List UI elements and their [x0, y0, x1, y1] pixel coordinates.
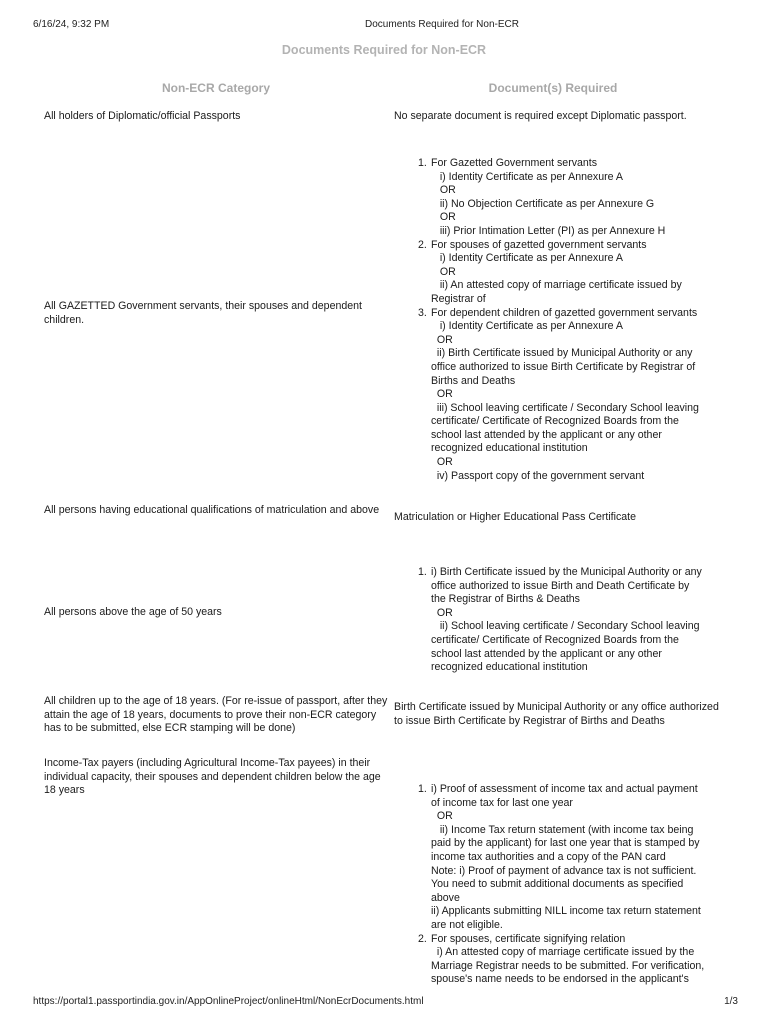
document-list-item: [394, 783, 724, 933]
list-line: income tax authorities and a copy of the PAN card: [431, 850, 666, 863]
list-line: certificate/ Certificate of Recognized Boards from the: [431, 633, 679, 646]
document-list-item: [394, 307, 724, 484]
row-documents-age-50: [394, 566, 724, 675]
row-category-gazetted: All GAZETTED Government servants, their spouses and dependent children.: [44, 300, 362, 326]
list-number: 2.: [418, 932, 427, 945]
list-line: ii) No Objection Certificate as per Annexure G: [431, 197, 655, 210]
row-documents-gazetted: [394, 157, 724, 483]
row-category-diplomatic: All holders of Diplomatic/official Passports: [44, 110, 241, 122]
list-line: office authorized to issue Birth Certificate by Registrar of: [431, 360, 696, 373]
row-documents-income-tax: [394, 783, 724, 987]
list-line: recognized educational institution: [431, 661, 588, 674]
list-line: spouse's name needs to be endorsed in the applicant's: [431, 973, 689, 986]
list-number: 1.: [418, 783, 427, 795]
list-line: OR: [431, 333, 453, 346]
list-line: OR: [431, 810, 453, 823]
list-line: For Gazetted Government servants: [431, 157, 598, 169]
list-line: ii) Birth Certificate issued by Municipal Authority or any: [431, 347, 693, 360]
list-line: iii) Prior Intimation Letter (PI) as per Annexure H: [431, 224, 666, 237]
row-category-matriculation: All persons having educational qualifications of matriculation and above: [44, 504, 380, 516]
list-line: i) An attested copy of marriage certificate issued by the: [431, 946, 695, 959]
list-number: 1.: [418, 157, 427, 169]
list-line: OR: [431, 184, 456, 197]
list-line: office authorized to issue Birth and Death Certificate by: [431, 579, 690, 592]
list-line: For spouses of gazetted government servants: [431, 238, 647, 251]
list-line: are not eligible.: [431, 918, 503, 931]
list-number: 3.: [418, 306, 427, 319]
row-documents-children-18: Birth Certificate issued by Municipal Authority or any office authorized to issue Birth Certificate by Registrar of Births and Deaths: [394, 701, 719, 727]
list-line: For dependent children of gazetted government servants: [431, 306, 698, 319]
list-line: OR: [431, 265, 456, 278]
list-number: 1.: [418, 566, 427, 578]
list-line: school last attended by the applicant or any other: [431, 647, 662, 660]
list-line: recognized educational institution: [431, 442, 588, 455]
row-documents-diplomatic: No separate document is required except Diplomatic passport.: [394, 110, 687, 122]
list-line: OR: [431, 211, 456, 224]
list-line: Marriage Registrar needs to be submitted. For verification,: [431, 959, 705, 972]
list-line: OR: [431, 456, 453, 469]
list-line: Note: i) Proof of payment of advance tax is not sufficient.: [431, 864, 697, 877]
row-documents-matriculation: Matriculation or Higher Educational Pass Certificate: [394, 511, 637, 523]
list-line: Registrar of: [431, 292, 486, 305]
list-line: above: [431, 891, 460, 904]
list-line: of income tax for last one year: [431, 796, 573, 809]
document-list-item: [394, 566, 724, 675]
print-footer-url: https://portal1.passportindia.gov.in/AppOnlineProject/onlineHtml/NonEcrDocuments.html: [33, 996, 424, 1007]
list-line: Births and Deaths: [431, 374, 516, 387]
document-list-item: [394, 239, 724, 307]
page-number: 1/3: [724, 996, 738, 1007]
list-line: For spouses, certificate signifying relation: [431, 932, 626, 945]
list-line: school last attended by the applicant or any other: [431, 428, 662, 441]
list-number: 2.: [418, 238, 427, 251]
document-list-item: [394, 157, 724, 239]
list-line: OR: [431, 388, 453, 401]
list-line: i) Proof of assessment of income tax and actual payment: [431, 783, 698, 795]
list-line: i) Birth Certificate issued by the Municipal Authority or any: [431, 566, 702, 578]
row-category-age-50: All persons above the age of 50 years: [44, 606, 222, 618]
row-category-income-tax: Income-Tax payers (including Agricultural Income-Tax payees) in their individual capacity, their spouses and dependent children below the age 18 years: [44, 757, 381, 797]
list-line: i) Identity Certificate as per Annexure A: [431, 252, 623, 265]
print-header-title: Documents Required for Non-ECR: [365, 19, 519, 30]
list-line: iii) School leaving certificate / Secondary School leaving: [431, 401, 699, 414]
list-line: i) Identity Certificate as per Annexure A: [431, 170, 623, 183]
row-category-children-18: All children up to the age of 18 years. (For re-issue of passport, after they attain the age of 18 years, documents to prove their non-ECR category has to be submitted, else ECR stamping will be done): [44, 695, 388, 735]
list-line: ii) Income Tax return statement (with income tax being: [431, 823, 694, 836]
list-line: the Registrar of Births & Deaths: [431, 593, 580, 606]
list-line: You need to submit additional documents as specified: [431, 878, 684, 891]
list-line: certificate/ Certificate of Recognized Boards from the: [431, 415, 679, 428]
document-list-item: [394, 933, 724, 987]
list-line: iv) Passport copy of the government servant: [431, 469, 645, 482]
column-header-documents: Document(s) Required: [488, 81, 618, 95]
page-title: Documents Required for Non-ECR: [281, 43, 487, 57]
column-header-category: Non-ECR Category: [161, 81, 270, 95]
list-line: i) Identity Certificate as per Annexure A: [431, 320, 623, 333]
print-datetime: 6/16/24, 9:32 PM: [33, 19, 110, 30]
list-line: paid by the applicant) for last one year that is stamped by: [431, 837, 700, 850]
list-line: ii) Applicants submitting NILL income tax return statement: [431, 905, 701, 918]
list-line: ii) An attested copy of marriage certificate issued by: [431, 279, 682, 292]
list-line: OR: [431, 606, 453, 619]
list-line: ii) School leaving certificate / Secondary School leaving: [431, 620, 700, 633]
